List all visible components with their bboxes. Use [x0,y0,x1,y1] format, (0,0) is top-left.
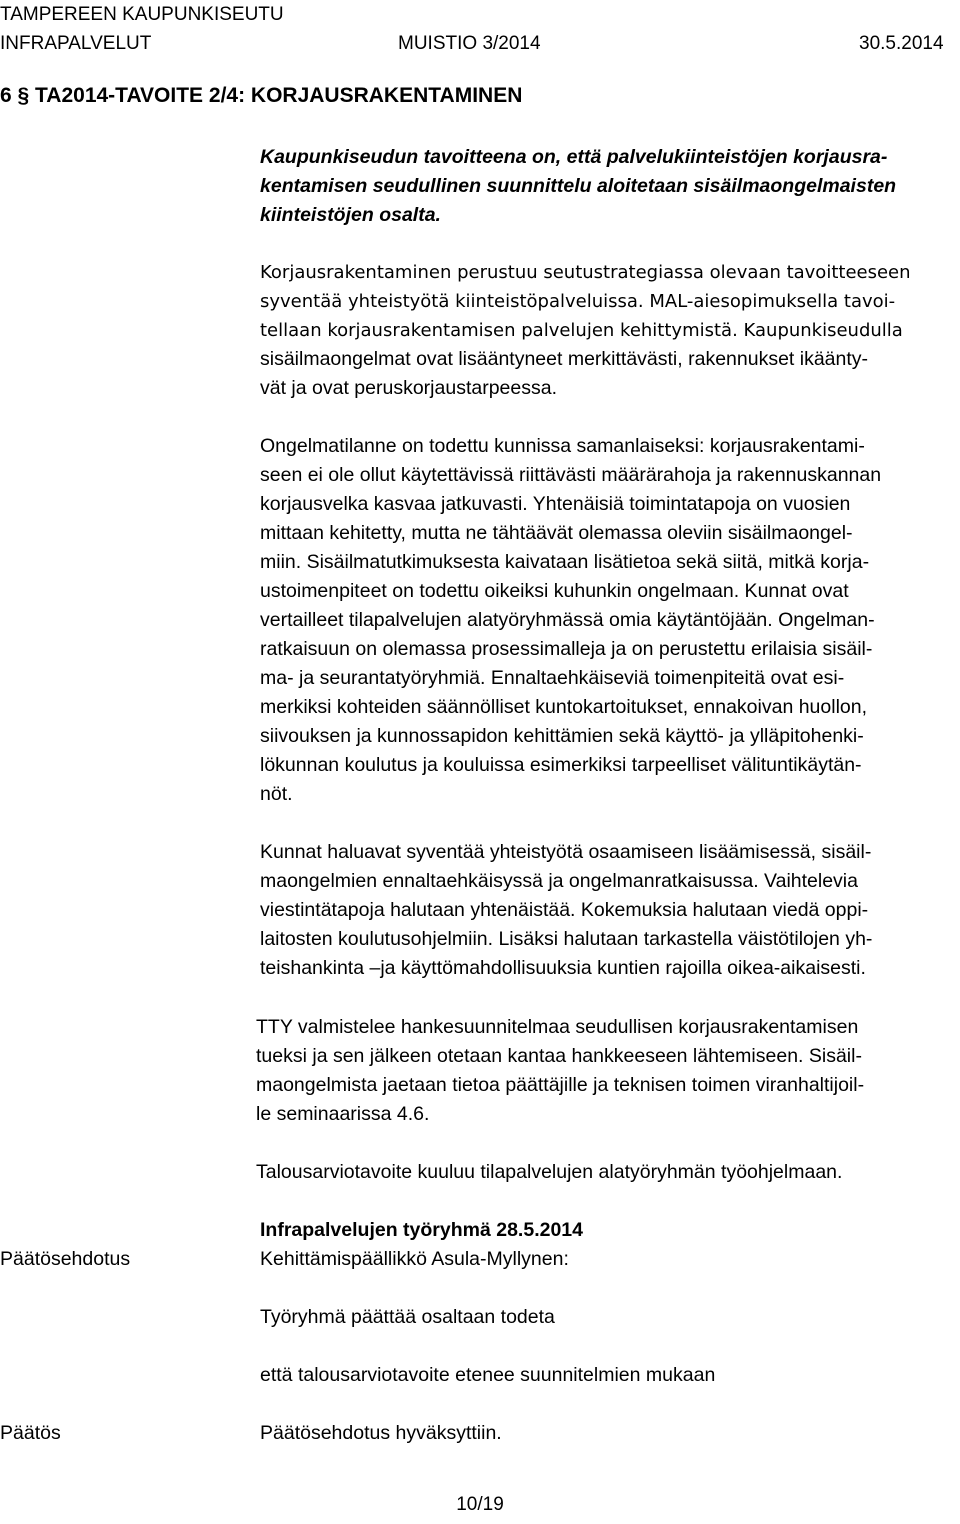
paragraph-budget [256,1158,956,1187]
text-line: vertailleet tilapalvelujen alatyöryhmässä omia käytäntöjään. Ongelman- [260,609,875,631]
document-header [0,0,960,58]
goal-paragraph [260,143,960,230]
paragraph-cooperation [260,838,960,983]
text-line: lökunnan koulutus ja kouluissa esimerkiksi tarpeelliset välituntikäytän- [260,754,862,776]
text-line: kiinteistöjen osalta. [260,204,441,226]
text-line: mittaan kehitetty, mutta ne tähtäävät olemassa oleviin sisäilmaongel- [260,522,853,544]
text-line: tellaan korjausrakentamisen palvelujen kehittymistä. Kaupunkiseudulla [260,320,903,341]
header-organization: TAMPEREEN KAUPUNKISEUTU [0,4,284,25]
text-line: teishankinta –ja käyttömahdollisuuksia kuntien rajoilla oikea-aikaisesti. [260,957,866,979]
proposal-text: Työryhmä päättää osaltaan todeta [260,1306,555,1328]
page-number: 10/19 [456,1494,504,1515]
text-line: maongelmista jaetaan tietoa päättäjille ja teknisen toimen viranhaltijoil- [256,1074,865,1096]
decision-group: Infrapalvelujen työryhmä 28.5.2014 [260,1219,583,1241]
text-line: ustoimenpiteet on todettu oikeiksi kuhunkin ongelmaan. Kunnat ovat [260,580,849,602]
text-line: seen ei ole ollut käytettävissä riittävästi määrärahoja ja rakennuskannan [260,464,882,486]
header-row-1 [0,0,960,29]
text-line: ma- ja seurantatyöryhmiä. Ennaltaehkäiseviä toimenpiteitä ovat esi- [260,667,845,689]
text-line: tueksi ja sen jälkeen otetaan kantaa hankkeeseen lähtemiseen. Sisäil- [256,1045,862,1067]
text-line: viestintätapoja halutaan yhtenäistää. Kokemuksia halutaan viedä oppi- [260,899,869,921]
text-line: ratkaisuun on olemassa prosessimalleja ja on perustettu erilaisia sisäil- [260,638,873,660]
header-unit: INFRAPALVELUT [0,33,152,54]
header-memo: MUISTIO 3/2014 [398,33,541,54]
text-line: Kaupunkiseudun tavoitteena on, että palvelukiinteistöjen korjausra- [260,146,888,168]
text-line: Ongelmatilanne on todettu kunnissa samanlaiseksi: korjausrakentami- [260,435,865,457]
text-line: maongelmien ennaltaehkäisyssä ja ongelmanratkaisussa. Vaihtelevia [260,870,858,892]
paragraph-tty [256,1013,956,1129]
text-line: le seminaarissa 4.6. [256,1103,430,1125]
text-line: syventää yhteistyötä kiinteistöpalveluissa. MAL-aiesopimuksella tavoi- [260,291,896,312]
text-line: Talousarviotavoite kuuluu tilapalvelujen alatyöryhmän työohjelmaan. [256,1161,843,1183]
paragraph-situation [260,432,960,809]
text-line: TTY valmistelee hankesuunnitelmaa seudullisen korjausrakentamisen [256,1016,859,1038]
text-line: nöt. [260,783,293,805]
decision-label: Päätös [0,1422,61,1444]
text-line: Kunnat haluavat syventää yhteistyötä osaamiseen lisäämisessä, sisäil- [260,841,872,863]
text-line: merkiksi kohteiden säännölliset kuntokartoitukset, ennakoivan huollon, [260,696,868,718]
text-line: siivouksen ja kunnossapidon kehittämien sekä käyttö- ja ylläpitohenki- [260,725,864,747]
text-line: Korjausrakentaminen perustuu seutustrategiassa olevaan tavoitteeseen [260,262,911,283]
text-line: korjausvelka kasvaa jatkuvasti. Yhtenäisiä toimintatapoja on vuosien [260,493,851,515]
decision-text: Päätösehdotus hyväksyttiin. [260,1422,502,1444]
header-date: 30.5.2014 [859,33,944,54]
section-title: 6 § TA2014-TAVOITE 2/4: KORJAUSRAKENTAMINEN [0,84,523,107]
text-line: sisäilmaongelmat ovat lisääntyneet merkittävästi, rakennukset ikäänty- [260,348,869,370]
decision-presenter: Kehittämispäällikkö Asula-Myllynen: [260,1248,569,1270]
paragraph-background [260,258,960,403]
text-line: vät ja ovat peruskorjaustarpeessa. [260,377,557,399]
proposal-text-2: että talousarviotavoite etenee suunnitelmien mukaan [260,1364,716,1386]
text-line: laitosten koulutusohjelmiin. Lisäksi halutaan tarkastella väistötilojen yh- [260,928,873,950]
header-row-2 [0,29,960,58]
proposal-label: Päätösehdotus [0,1248,131,1270]
text-line: miin. Sisäilmatutkimuksesta kaivataan lisätietoa sekä siitä, mitkä korja- [260,551,870,573]
text-line: kentamisen seudullinen suunnittelu aloitetaan sisäilmaongelmaisten [260,175,897,197]
